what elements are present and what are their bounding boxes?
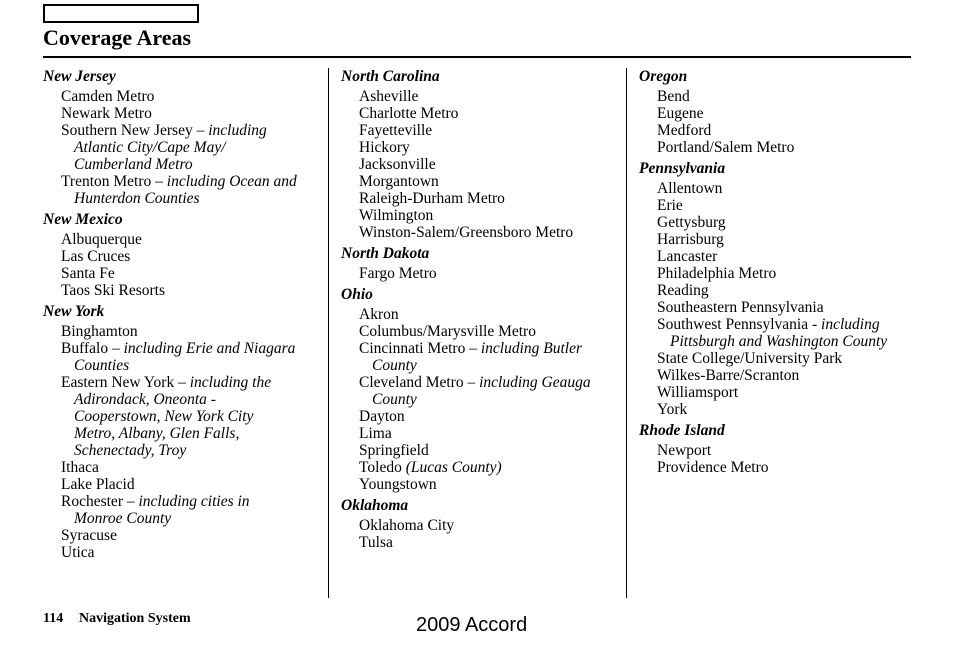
area-note: including cities in Monroe County <box>74 493 250 527</box>
area-name: Southern New Jersey – <box>61 122 209 139</box>
state-section <box>639 422 929 476</box>
coverage-area-item <box>639 197 929 214</box>
area-name: Southeastern Pennsylvania <box>657 299 824 316</box>
area-name: Erie <box>657 197 683 214</box>
coverage-area-item <box>43 231 323 248</box>
area-name: Southwest Pennsylvania - <box>657 316 822 333</box>
coverage-area-item <box>341 459 621 476</box>
area-name: Syracuse <box>61 527 117 544</box>
coverage-area-item <box>639 459 929 476</box>
coverage-area-item <box>341 207 621 224</box>
area-name: State College/University Park <box>657 350 843 367</box>
state-section <box>639 68 929 156</box>
page-number: 114 <box>43 611 64 626</box>
area-name: York <box>657 401 688 418</box>
area-name: Charlotte Metro <box>359 105 459 122</box>
area-name: Reading <box>657 282 709 299</box>
coverage-area-item <box>639 180 929 197</box>
coverage-area-item <box>341 224 621 241</box>
header-tab-box <box>43 4 199 23</box>
column-divider-1 <box>328 68 329 598</box>
coverage-area-item <box>341 190 621 207</box>
area-name: Taos Ski Resorts <box>61 282 165 299</box>
coverage-area-item <box>639 350 929 367</box>
area-name: Williamsport <box>657 384 739 401</box>
area-name: Eastern New York – <box>61 374 190 391</box>
coverage-area-item <box>639 248 929 265</box>
coverage-area-item <box>639 88 929 105</box>
coverage-area-item <box>341 517 621 534</box>
area-name: Hickory <box>359 139 410 156</box>
column-3 <box>639 68 929 476</box>
area-name: Raleigh-Durham Metro <box>359 190 505 207</box>
coverage-area-item <box>341 156 621 173</box>
coverage-area-item <box>43 476 323 493</box>
area-note: – including Ocean and Hunterdon Counties <box>74 173 297 207</box>
area-name: Albuquerque <box>61 231 142 248</box>
coverage-area-item <box>639 105 929 122</box>
area-name: Ithaca <box>61 459 99 476</box>
area-name: Cleveland Metro – <box>359 374 480 391</box>
area-name: Allentown <box>657 180 723 197</box>
state-heading: New York <box>43 303 105 320</box>
coverage-area-item <box>341 105 621 122</box>
section-name: Navigation System <box>79 611 191 626</box>
area-name: Philadelphia Metro <box>657 265 777 282</box>
coverage-area-item <box>43 173 323 207</box>
coverage-area-item <box>341 408 621 425</box>
state-heading: North Dakota <box>341 245 430 262</box>
area-name: Akron <box>359 306 399 323</box>
coverage-area-item <box>639 214 929 231</box>
area-name: Newport <box>657 442 712 459</box>
area-name: Oklahoma City <box>359 517 455 534</box>
area-name: Asheville <box>359 88 419 105</box>
area-name: Camden Metro <box>61 88 155 105</box>
coverage-area-item <box>341 425 621 442</box>
column-2 <box>341 68 621 551</box>
coverage-area-item <box>341 88 621 105</box>
area-name: Bend <box>657 88 690 105</box>
area-name: Cincinnati Metro – <box>359 340 481 357</box>
area-note: (Lucas County) <box>405 459 502 476</box>
coverage-area-item <box>341 476 621 493</box>
area-name: Buffalo – <box>61 340 124 357</box>
area-name: Trenton Metro <box>61 173 156 190</box>
area-name: Lima <box>359 425 392 442</box>
area-name: Harrisburg <box>657 231 724 248</box>
coverage-area-item <box>43 265 323 282</box>
state-section <box>43 303 323 561</box>
coverage-area-item <box>639 442 929 459</box>
area-name: Tulsa <box>359 534 393 551</box>
coverage-area-item <box>43 459 323 476</box>
area-name: Eugene <box>657 105 704 122</box>
coverage-area-item <box>341 122 621 139</box>
coverage-area-item <box>639 316 929 350</box>
coverage-area-item <box>341 442 621 459</box>
area-name: Rochester – <box>61 493 139 510</box>
coverage-area-item <box>43 323 323 340</box>
area-name: Morgantown <box>359 173 439 190</box>
area-name: Columbus/Marysville Metro <box>359 323 536 340</box>
state-heading: New Mexico <box>43 211 123 228</box>
coverage-area-item <box>341 340 621 374</box>
area-name: Springfield <box>359 442 429 459</box>
coverage-area-item <box>639 299 929 316</box>
coverage-area-item <box>639 401 929 418</box>
coverage-area-item <box>43 544 323 561</box>
state-section <box>341 245 621 282</box>
area-note: including Geauga County <box>372 374 591 408</box>
area-name: Wilkes-Barre/Scranton <box>657 367 800 384</box>
state-heading: North Carolina <box>341 68 440 85</box>
coverage-area-item <box>43 282 323 299</box>
area-note: including Pittsburgh and Washington County <box>670 316 888 350</box>
state-section <box>639 160 929 418</box>
coverage-area-item <box>341 323 621 340</box>
coverage-area-item <box>43 374 323 459</box>
area-name: Gettysburg <box>657 214 726 231</box>
state-heading: Oregon <box>639 68 688 85</box>
state-section <box>43 211 323 299</box>
area-name: Youngstown <box>359 476 437 493</box>
title-divider <box>43 56 911 58</box>
area-name: Providence Metro <box>657 459 769 476</box>
model-label: 2009 Accord <box>416 614 528 636</box>
coverage-area-item <box>639 122 929 139</box>
area-name: Lancaster <box>657 248 718 265</box>
state-section <box>341 286 621 493</box>
area-name: Las Cruces <box>61 248 131 265</box>
coverage-area-item <box>639 367 929 384</box>
coverage-area-item <box>639 384 929 401</box>
area-name: Dayton <box>359 408 405 425</box>
coverage-area-item <box>43 340 323 374</box>
coverage-area-item <box>341 374 621 408</box>
state-section <box>43 68 323 207</box>
state-heading: Pennsylvania <box>639 160 726 177</box>
area-note: including the Adirondack, Oneonta - Cooperstown, New York City Metro, Albany, Glen Falls, Schenectady, Troy <box>74 374 272 459</box>
coverage-area-item <box>43 493 323 527</box>
coverage-area-item <box>341 265 621 282</box>
area-note: including Atlantic City/Cape May/ Cumberland Metro <box>74 122 267 173</box>
coverage-area-item <box>341 534 621 551</box>
coverage-area-item <box>341 173 621 190</box>
area-name: Winston-Salem/Greensboro Metro <box>359 224 574 241</box>
coverage-area-item <box>639 282 929 299</box>
coverage-area-item <box>639 139 929 156</box>
state-heading: Ohio <box>341 286 373 303</box>
coverage-area-item <box>43 122 323 173</box>
page-title: Coverage Areas <box>43 25 192 50</box>
state-section <box>341 497 621 551</box>
state-heading: Rhode Island <box>639 422 725 439</box>
coverage-area-item <box>341 306 621 323</box>
state-section <box>341 68 621 241</box>
area-note: including Erie and Niagara Counties <box>74 340 296 374</box>
area-name: Lake Placid <box>61 476 135 493</box>
state-heading: Oklahoma <box>341 497 409 514</box>
area-name: Utica <box>61 544 95 561</box>
area-name: Wilmington <box>359 207 434 224</box>
coverage-area-item <box>43 248 323 265</box>
state-heading: New Jersey <box>43 68 116 85</box>
area-name: Portland/Salem Metro <box>657 139 795 156</box>
area-name: Toledo <box>359 459 406 476</box>
area-name: Medford <box>657 122 712 139</box>
area-name: Fargo Metro <box>359 265 437 282</box>
area-name: Fayetteville <box>359 122 433 139</box>
area-name: Santa Fe <box>61 265 115 282</box>
coverage-area-item <box>43 105 323 122</box>
coverage-area-item <box>43 88 323 105</box>
area-name: Newark Metro <box>61 105 152 122</box>
coverage-area-item <box>43 527 323 544</box>
coverage-area-item <box>639 231 929 248</box>
area-note: including Butler County <box>372 340 582 374</box>
coverage-area-item <box>639 265 929 282</box>
column-1 <box>43 68 323 561</box>
area-name: Jacksonville <box>359 156 436 173</box>
area-name: Binghamton <box>61 323 138 340</box>
coverage-area-item <box>341 139 621 156</box>
column-divider-2 <box>626 68 627 598</box>
